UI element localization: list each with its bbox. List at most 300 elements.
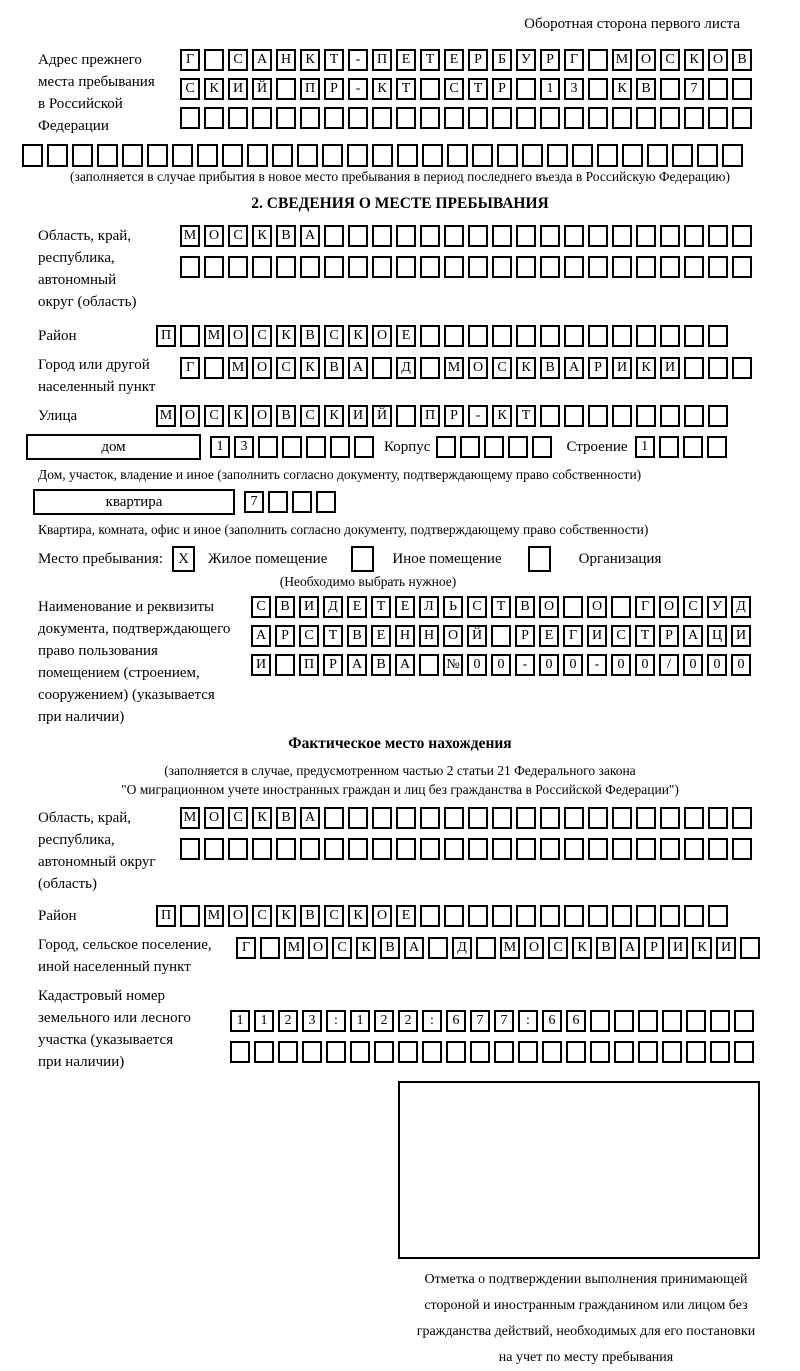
char-cell: К: [692, 937, 712, 959]
char-cell: Д: [323, 596, 343, 618]
char-cell: П: [156, 905, 176, 927]
char-cell: [122, 144, 143, 167]
char-cell: [660, 107, 680, 129]
char-cell: [272, 144, 293, 167]
char-cell: Е: [396, 325, 416, 347]
char-cell: [180, 107, 200, 129]
char-cell: [563, 596, 583, 618]
char-cell: [348, 838, 368, 860]
char-cell: [710, 1010, 730, 1032]
char-cell: [660, 325, 680, 347]
char-cell: Ь: [443, 596, 463, 618]
char-cell: [372, 144, 393, 167]
char-cell: Р: [468, 49, 488, 71]
char-cell: [398, 1041, 418, 1063]
char-cell: Й: [372, 405, 392, 427]
char-cell: И: [716, 937, 736, 959]
char-cell: [204, 107, 224, 129]
char-cell: Е: [371, 625, 391, 647]
char-cell: М: [284, 937, 304, 959]
char-cell: С: [467, 596, 487, 618]
char-cell: 0: [539, 654, 559, 676]
char-cell: [540, 256, 560, 278]
char-cell: [374, 1041, 394, 1063]
char-cell: [684, 405, 704, 427]
char-cell: [420, 905, 440, 927]
char-cell: [258, 436, 278, 458]
char-cell: Й: [252, 78, 272, 100]
char-cell: [306, 436, 326, 458]
char-cell: [697, 144, 718, 167]
char-cell: [324, 807, 344, 829]
char-cell: [572, 144, 593, 167]
char-cell: [590, 1041, 610, 1063]
char-cell: 2: [398, 1010, 418, 1032]
char-cell: [230, 1041, 250, 1063]
char-cell: 2: [278, 1010, 298, 1032]
char-cell: [612, 838, 632, 860]
char-cell: Р: [324, 78, 344, 100]
char-cell: П: [299, 654, 319, 676]
char-cell: [740, 937, 760, 959]
char-cell: [197, 144, 218, 167]
char-cell: 7: [684, 78, 704, 100]
char-cell: И: [668, 937, 688, 959]
char-cell: [547, 144, 568, 167]
char-cell: Е: [539, 625, 559, 647]
char-row-prev-address-1: [180, 49, 752, 71]
char-cell: [684, 807, 704, 829]
char-cell: В: [276, 807, 296, 829]
char-cell: Н: [395, 625, 415, 647]
char-cell: [468, 107, 488, 129]
char-cell: А: [300, 807, 320, 829]
char-cell: К: [252, 807, 272, 829]
char-cell: -: [348, 78, 368, 100]
house-word-box: дом: [26, 434, 201, 460]
char-cell: А: [564, 357, 584, 379]
char-cell: [564, 256, 584, 278]
char-cell: [276, 256, 296, 278]
char-cell: Р: [644, 937, 664, 959]
other-premises-option-label: Иное помещение: [392, 550, 502, 567]
char-cell: [588, 256, 608, 278]
char-cell: [566, 1041, 586, 1063]
char-cell: Р: [659, 625, 679, 647]
char-cell: Е: [444, 49, 464, 71]
char-cell: [611, 596, 631, 618]
char-cell: [492, 905, 512, 927]
char-row-house-number: [210, 436, 374, 458]
char-cell: [492, 325, 512, 347]
char-cell: [326, 1041, 346, 1063]
char-cell: [684, 107, 704, 129]
char-cell: [732, 78, 752, 100]
char-cell: [636, 807, 656, 829]
char-cell: [732, 225, 752, 247]
char-cell: И: [660, 357, 680, 379]
char-cell: [420, 225, 440, 247]
char-cell: [636, 405, 656, 427]
char-cell: [372, 225, 392, 247]
char-cell: [492, 256, 512, 278]
actual-location-section: [38, 735, 762, 1371]
char-cell: К: [612, 78, 632, 100]
char-cell: [422, 1041, 442, 1063]
char-cell: [516, 225, 536, 247]
char-cell: [612, 807, 632, 829]
organization-option-label: Организация: [578, 550, 662, 567]
char-cell: С: [548, 937, 568, 959]
char-cell: У: [707, 596, 727, 618]
char-cell: [468, 256, 488, 278]
char-cell: В: [515, 596, 535, 618]
char-cell: [508, 436, 528, 458]
char-cell: [468, 225, 488, 247]
char-cell: П: [372, 49, 392, 71]
char-cell: М: [156, 405, 176, 427]
char-cell: [276, 107, 296, 129]
char-cell: [348, 256, 368, 278]
char-row-street: [156, 405, 728, 427]
char-cell: [638, 1010, 658, 1032]
char-cell: [180, 838, 200, 860]
confirmation-stamp-note: Отметка о подтверждении выполнения принимающей стороной и иностранным гражданином или лицом без гражданства действий, необходимых для его постановки на учет по месту пребывания: [416, 1272, 756, 1365]
char-cell: С: [444, 78, 464, 100]
char-cell: К: [324, 405, 344, 427]
char-row-prev-address-3: [180, 107, 752, 129]
char-cell: М: [444, 357, 464, 379]
char-cell: О: [308, 937, 328, 959]
char-cell: :: [326, 1010, 346, 1032]
char-cell: [588, 107, 608, 129]
char-cell: [518, 1041, 538, 1063]
char-cell: П: [420, 405, 440, 427]
char-cell: Е: [396, 49, 416, 71]
char-cell: О: [204, 225, 224, 247]
char-cell: [734, 1041, 754, 1063]
char-cell: Т: [491, 596, 511, 618]
cadastral-grid: [230, 985, 754, 1063]
char-cell: [324, 107, 344, 129]
char-cell: [564, 225, 584, 247]
char-cell: [491, 625, 511, 647]
char-cell: О: [372, 905, 392, 927]
previous-address-note: (заполняется в случае прибытия в новое место пребывания в период последнего въезда в Российскую Федерацию): [69, 169, 731, 184]
char-cell: [636, 325, 656, 347]
char-cell: [396, 225, 416, 247]
char-cell: Р: [275, 625, 295, 647]
char-cell: [708, 905, 728, 927]
char-cell: В: [347, 625, 367, 647]
char-cell: [468, 838, 488, 860]
char-cell: 0: [683, 654, 703, 676]
char-cell: [180, 905, 200, 927]
char-cell: [516, 905, 536, 927]
char-cell: [460, 436, 480, 458]
char-cell: [396, 838, 416, 860]
char-cell: [420, 357, 440, 379]
char-row-region-2: [180, 256, 752, 278]
street-label: Улица: [38, 408, 78, 424]
char-cell: [300, 256, 320, 278]
char-cell: [647, 144, 668, 167]
char-cell: [660, 78, 680, 100]
char-cell: /: [659, 654, 679, 676]
apartment-note: Квартира, комната, офис и иное (заполнить согласно документу, подтверждающему право собственности): [38, 522, 649, 537]
char-cell: [268, 491, 288, 513]
char-cell: [660, 905, 680, 927]
char-cell: С: [228, 225, 248, 247]
char-cell: [228, 838, 248, 860]
char-cell: И: [612, 357, 632, 379]
char-cell: С: [252, 325, 272, 347]
char-row-fact-region-2: [180, 838, 752, 860]
char-cell: А: [251, 625, 271, 647]
char-cell: К: [356, 937, 376, 959]
char-cell: С: [324, 905, 344, 927]
page-side-note: Оборотная сторона первого листа: [524, 16, 740, 32]
char-cell: Т: [371, 596, 391, 618]
char-cell: О: [180, 405, 200, 427]
char-cell: 2: [374, 1010, 394, 1032]
char-cell: Н: [276, 49, 296, 71]
char-cell: [397, 144, 418, 167]
char-cell: [732, 807, 752, 829]
char-cell: [476, 937, 496, 959]
document-label: Наименование и реквизиты документа, подтверждающего право пользования помещением (строением, сооружением) (указывается при наличии): [38, 599, 231, 725]
char-cell: [636, 256, 656, 278]
char-cell: -: [587, 654, 607, 676]
char-cell: С: [251, 596, 271, 618]
apartment-word-box: квартира: [33, 489, 235, 515]
char-cell: 0: [491, 654, 511, 676]
char-cell: [662, 1010, 682, 1032]
char-row-korpus: [436, 436, 552, 458]
char-cell: В: [732, 49, 752, 71]
char-row-prev-address-4: [22, 144, 762, 167]
char-cell: [532, 436, 552, 458]
char-cell: А: [347, 654, 367, 676]
char-cell: Т: [420, 49, 440, 71]
char-cell: [708, 78, 728, 100]
char-cell: [516, 807, 536, 829]
char-cell: [468, 905, 488, 927]
char-cell: Г: [635, 596, 655, 618]
char-cell: [662, 1041, 682, 1063]
char-row-prev-address-2: [180, 78, 752, 100]
char-cell: К: [516, 357, 536, 379]
char-cell: [276, 838, 296, 860]
char-cell: [636, 838, 656, 860]
char-cell: Т: [323, 625, 343, 647]
document-grid: [251, 596, 751, 676]
char-cell: [468, 807, 488, 829]
char-cell: [350, 1041, 370, 1063]
char-cell: [254, 1041, 274, 1063]
char-cell: [472, 144, 493, 167]
char-row-cadastral-2: [230, 1041, 754, 1063]
char-cell: Т: [324, 49, 344, 71]
char-cell: В: [276, 225, 296, 247]
char-cell: В: [300, 325, 320, 347]
previous-address-section: [38, 49, 762, 185]
char-cell: [396, 107, 416, 129]
char-cell: М: [204, 325, 224, 347]
char-cell: А: [300, 225, 320, 247]
char-cell: [612, 107, 632, 129]
char-cell: В: [324, 357, 344, 379]
char-cell: [588, 838, 608, 860]
char-cell: 6: [446, 1010, 466, 1032]
char-cell: [710, 1041, 730, 1063]
char-cell: А: [620, 937, 640, 959]
char-cell: [372, 256, 392, 278]
char-cell: [636, 225, 656, 247]
char-cell: О: [204, 807, 224, 829]
actual-location-note: (заполняется в случае, предусмотренном частью 2 статьи 21 Федерального закона "О миграционном учете иностранных граждан и лиц без гражданства в Российской Федерации"): [121, 763, 679, 797]
char-cell: Г: [236, 937, 256, 959]
char-cell: [708, 405, 728, 427]
char-cell: 1: [635, 436, 655, 458]
char-cell: М: [228, 357, 248, 379]
char-cell: [660, 405, 680, 427]
char-row-apartment-number: [244, 491, 336, 513]
char-cell: К: [300, 49, 320, 71]
char-cell: [612, 405, 632, 427]
char-cell: [396, 256, 416, 278]
char-cell: [420, 838, 440, 860]
fact-region-grid: [180, 807, 752, 860]
char-cell: О: [228, 905, 248, 927]
char-cell: 3: [234, 436, 254, 458]
char-cell: [324, 256, 344, 278]
char-cell: [612, 256, 632, 278]
char-cell: [612, 225, 632, 247]
char-cell: [444, 807, 464, 829]
char-cell: Р: [492, 78, 512, 100]
char-cell: [204, 357, 224, 379]
char-cell: [228, 256, 248, 278]
checkbox-other-premises: [351, 546, 374, 572]
char-cell: [292, 491, 312, 513]
char-cell: [348, 107, 368, 129]
stroenie-label: Строение: [566, 439, 628, 455]
cadastral-label: Кадастровый номер земельного или лесного участка (указывается при наличии): [38, 988, 191, 1070]
char-cell: М: [204, 905, 224, 927]
residential-option-label: Жилое помещение: [208, 550, 328, 567]
char-cell: [590, 1010, 610, 1032]
char-cell: [428, 937, 448, 959]
char-row-document-1: [251, 596, 751, 618]
char-row-district: [156, 325, 728, 347]
char-cell: М: [180, 807, 200, 829]
char-cell: М: [180, 225, 200, 247]
char-cell: Г: [180, 49, 200, 71]
char-cell: [316, 491, 336, 513]
char-cell: [660, 807, 680, 829]
char-cell: Т: [396, 78, 416, 100]
city-label: Город или другой населенный пункт: [38, 357, 156, 395]
char-cell: Р: [540, 49, 560, 71]
char-cell: О: [539, 596, 559, 618]
char-cell: [564, 107, 584, 129]
char-cell: [300, 107, 320, 129]
char-cell: [444, 256, 464, 278]
section2-title: 2. СВЕДЕНИЯ О МЕСТЕ ПРЕБЫВАНИЯ: [251, 195, 549, 212]
char-cell: [660, 838, 680, 860]
char-cell: Т: [516, 405, 536, 427]
char-cell: [204, 49, 224, 71]
char-cell: Г: [180, 357, 200, 379]
char-row-document-2: [251, 625, 751, 647]
char-cell: [354, 436, 374, 458]
char-cell: С: [683, 596, 703, 618]
char-cell: [588, 49, 608, 71]
char-cell: [597, 144, 618, 167]
char-cell: [636, 107, 656, 129]
char-cell: [540, 325, 560, 347]
char-cell: 0: [611, 654, 631, 676]
char-cell: С: [300, 405, 320, 427]
char-cell: [72, 144, 93, 167]
char-cell: А: [395, 654, 415, 676]
previous-address-grid: [180, 49, 752, 129]
char-cell: О: [252, 405, 272, 427]
char-cell: К: [204, 78, 224, 100]
char-cell: [180, 256, 200, 278]
char-cell: С: [228, 49, 248, 71]
char-cell: [172, 144, 193, 167]
char-cell: С: [180, 78, 200, 100]
char-cell: [708, 107, 728, 129]
char-cell: [636, 905, 656, 927]
char-cell: [396, 405, 416, 427]
char-cell: [588, 78, 608, 100]
char-cell: О: [708, 49, 728, 71]
char-cell: [684, 256, 704, 278]
char-cell: 0: [635, 654, 655, 676]
char-cell: К: [228, 405, 248, 427]
char-cell: О: [228, 325, 248, 347]
char-cell: Ц: [707, 625, 727, 647]
char-cell: К: [684, 49, 704, 71]
char-cell: С: [299, 625, 319, 647]
char-cell: [707, 436, 727, 458]
char-cell: Б: [492, 49, 512, 71]
char-cell: [734, 1010, 754, 1032]
char-cell: [686, 1041, 706, 1063]
char-cell: С: [204, 405, 224, 427]
char-cell: [252, 256, 272, 278]
char-cell: [97, 144, 118, 167]
char-cell: 1: [230, 1010, 250, 1032]
char-cell: [612, 905, 632, 927]
char-cell: [420, 325, 440, 347]
char-cell: О: [587, 596, 607, 618]
char-cell: [614, 1010, 634, 1032]
char-cell: [516, 256, 536, 278]
char-cell: Е: [395, 596, 415, 618]
char-cell: С: [492, 357, 512, 379]
char-cell: [444, 325, 464, 347]
char-cell: И: [731, 625, 751, 647]
char-cell: [708, 838, 728, 860]
char-cell: [522, 144, 543, 167]
char-cell: К: [252, 225, 272, 247]
char-cell: [564, 807, 584, 829]
char-cell: И: [299, 596, 319, 618]
